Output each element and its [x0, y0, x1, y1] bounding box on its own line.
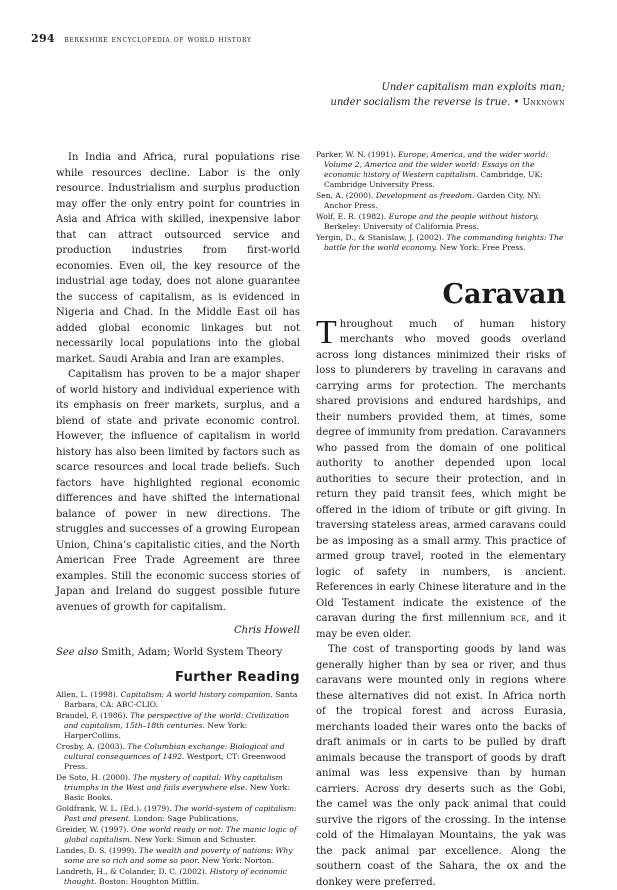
body-paragraph: Capitalism has proven to be a major shaper of world history and individual experience with its emphasis on freer markets, surplus, and a blend of state and private economic control. However, the influence of capitalism in world history has also been limited by factors such as scarce resources and local trade beliefs. Such factors have highlighted regional economic differences and have shifted the international balance of power in new directions. The struggles and successes of a growing European Union, China’s capitalistic cities, and the North American Free Trade Agreement are three examples. Still the economic success stories of Japan and Ireland do suggest possible future avenues of growth for capitalism.: [56, 369, 300, 613]
see-also-label: See also: [56, 646, 99, 658]
article-paragraph: Throughout much of human history merchants who moved goods overland across long distances minimized their risks of loss to plunderers by traveling in caravans and carrying arms for protection. The merchants shared provisions and endured hardships, and their numbers provided them, at times, some degree of immunity from predation. Caravanners who passed from the domain of one political authority to another depended upon local authorities to secure their protection, and in return they paid transit fees, which might be offered in the idiom of tribute or gift giving. In traversing stateless areas, armed caravans could be as imposing as a small army. This practice of armed group travel, rooted in the elementary logic of safety in numbers, is ancient. References in early Chinese literature and in the Old Testament indicate the existence of the caravan during the first millennium bce, and it may be even older.: [316, 313, 567, 640]
era-abbreviation: bce: [510, 613, 527, 624]
reference-item: Goldfrank, W. L. (Ed.). (1979). The world-system of capitalism: Past and present. London: Sage Publications.: [56, 803, 297, 823]
reference-item: Braudel, F. (1986). The perspective of the world: Civilization and capitalism, 15th–18th centuries. New York: HarperCollins.: [56, 710, 290, 740]
further-reading-heading: Further Reading: [174, 670, 300, 685]
epigraph-line-2-text: under socialism the reverse is true.: [330, 97, 511, 108]
epigraph-line-1: Under capitalism man exploits man;: [381, 82, 565, 93]
left-column: [56, 150, 300, 888]
epigraph-bullet: •: [513, 97, 520, 108]
reference-item: Landreth, H., & Colander, D. C. (2002). History of economic thought. Boston: Houghton Mifflin.: [56, 866, 287, 886]
right-column: [316, 150, 566, 890]
page-number: 294: [31, 32, 55, 45]
further-reading-list: [56, 690, 300, 887]
article-paragraph: The cost of transporting goods by land was generally higher than by sea or river, and thus caravans were mounted only in regions where these alternatives did not exist. In Africa north of the tropical forest and across Eurasia, merchants loaded their wares onto the backs of draft animals or in carts to be pulled by draft animals because the transport of goods by draft animal was less expensive than by human carriers. Across dry deserts such as the Gobi, the camel was the only pack animal that could survive the rigors of the crossing. In the intense cold of the Himalayan Mountains, the yak was the pack animal par excellence. Along the southern coast of the Sahara, the ox and the donkey were preferred.: [316, 644, 566, 888]
see-also-links[interactable]: Smith, Adam; World System Theory: [101, 646, 283, 658]
author-signature: Chris Howell: [234, 625, 300, 636]
reference-item: Yergin, D., & Stanislaw, J. (2002). The commanding heights: The battle for the world economy. New York: Free Press.: [316, 233, 564, 252]
reference-item: De Soto, H. (2000). The mystery of capital: Why capitalism triumphs in the West and fails everywhere else. New York: Basic Books.: [56, 772, 290, 802]
running-title: berkshire encyclopedia of world history: [64, 35, 252, 45]
epigraph-line-2: [245, 95, 565, 111]
reference-item: Parker, W. N. (1991). Europe, America, and the wider world: Volume 2, America and the wider world: Essays on the economic history of Western capitalism. Cambridge, UK: Cambridge University Press.: [316, 150, 549, 189]
running-header: [31, 32, 252, 45]
reference-item: Landes, D. S. (1999). The wealth and poverty of nations: Why some are so rich and some so poor. New York: Norton.: [56, 845, 293, 865]
reference-item: Greider, W. (1997). One world ready or not: The manic logic of global capitalism. New York: Simon and Schuster.: [56, 824, 297, 844]
article-title: Caravan: [442, 279, 566, 310]
reference-item: Crosby, A. (2003). The Columbian exchange: Biological and cultural consequences of 1492. Westport, CT: Greenwood Press.: [56, 741, 286, 771]
continued-reference-list: [316, 150, 566, 253]
epigraph-attribution: Unknown: [522, 98, 565, 108]
reference-item: Sen, A. (2000). Development as freedom. Garden City, NY: Anchor Press.: [316, 191, 541, 210]
epigraph: [245, 80, 565, 111]
reference-item: Allen, L. (1998). Capitalism: A world history companion. Santa Barbara, CA: ABC-CLIO.: [56, 689, 298, 709]
drop-cap: T: [316, 313, 337, 351]
body-paragraph: In India and Africa, rural populations rise while resources decline. Labor is the only resource. Industrialism and surplus production may offer the only entry point for countries in Asia and Africa with skilled, inexpensive labor that can attract outsourced service and production industries from first-world economies. Even oil, the key resource of the industrial age today, does not alone guarantee the success of capitalism, as is evidenced in Nigeria and Chad. In the Middle East oil has added global economic linkages but not necessarily local populations into the global market. Saudi Arabia and Iran are examples.: [56, 152, 300, 365]
see-also: [56, 645, 300, 661]
reference-item: Wolf, E. R. (1982). Europe and the people without history. Berkeley: University of California Press.: [316, 212, 539, 231]
